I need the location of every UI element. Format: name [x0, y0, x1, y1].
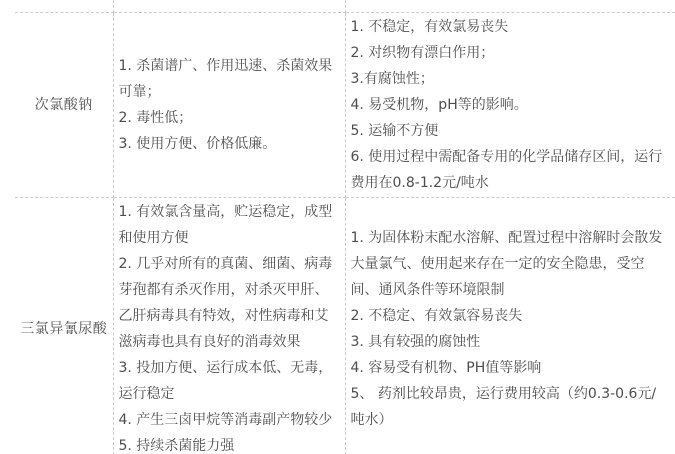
advantage-item: 5. 持续杀菌能力强: [118, 437, 235, 454]
disadvantage-item: 2. 对织物有漂白作用；: [350, 44, 495, 61]
disadvantage-item: 3.有腐蚀性；: [350, 70, 434, 87]
advantage-item: 4. 产生三卤甲烷等消毒副产物较少: [118, 411, 333, 428]
chemical-name-cell: 次氯酸钠: [15, 12, 113, 197]
disadvantage-item: 3. 具有较强的腐蚀性: [350, 333, 481, 350]
advantage-item: 1. 杀菌谱广、作用迅速、杀菌效果可靠；: [118, 57, 333, 100]
advantages-cell: [113, 12, 345, 197]
disadvantages-cell: [345, 197, 675, 454]
remnant-advantages-cell: [113, 0, 345, 12]
advantages-cell: [113, 197, 345, 454]
advantage-item: 1. 有效氯含量高，贮运稳定，成型和使用方便: [118, 203, 333, 246]
disadvantage-item: 2. 不稳定、有效氯容易丧失: [350, 307, 523, 324]
advantage-item: 3. 使用方便、价格低廉。: [118, 135, 277, 152]
disadvantages-cell: [345, 12, 675, 197]
disadvantage-item: 6. 使用过程中需配备专用的化学品储存区间，运行费用在0.8-1.2元/吨水: [350, 148, 663, 191]
advantage-item: 3. 投加方便、运行成本低、无毒，运行稳定: [118, 359, 333, 402]
table-row-trichloroisocyanuric-acid: [15, 197, 675, 454]
disadvantage-item: 4. 易受机物，pH等的影响。: [350, 96, 528, 113]
disadvantage-item: 1. 为固体粉末配水溶解、配置过程中溶解时会散发大量氯气、使用起来存在一定的安全隐患，受空间、通风条件等环境限制: [350, 229, 663, 298]
disadvantage-item: 5. 运输不方便: [350, 122, 439, 139]
disinfectant-comparison-table: [15, 0, 675, 454]
disadvantage-item: 5、 药剂比较昂贵，运行费用较高（约0.3-0.6元/吨水）: [350, 385, 657, 428]
disadvantage-item: 4. 容易受有机物、PH值等影响: [350, 359, 542, 376]
disadvantage-item: 1. 不稳定，有效氯易丧失: [350, 18, 509, 35]
advantage-item: 2. 毒性低；: [118, 109, 193, 126]
remnant-name-cell: [15, 0, 113, 12]
remnant-disadvantages-cell: [345, 0, 675, 12]
table-row-remnant: [15, 0, 675, 12]
table-row-sodium-hypochlorite: [15, 12, 675, 197]
advantage-item: 2. 几乎对所有的真菌、细菌、病毒芽孢都有杀灭作用，对杀灭甲肝、乙肝病毒具有特效，对性病毒和艾滋病毒也具有良好的消毒效果: [118, 255, 333, 350]
chemical-name-cell: 三氯异氰尿酸: [15, 197, 113, 454]
